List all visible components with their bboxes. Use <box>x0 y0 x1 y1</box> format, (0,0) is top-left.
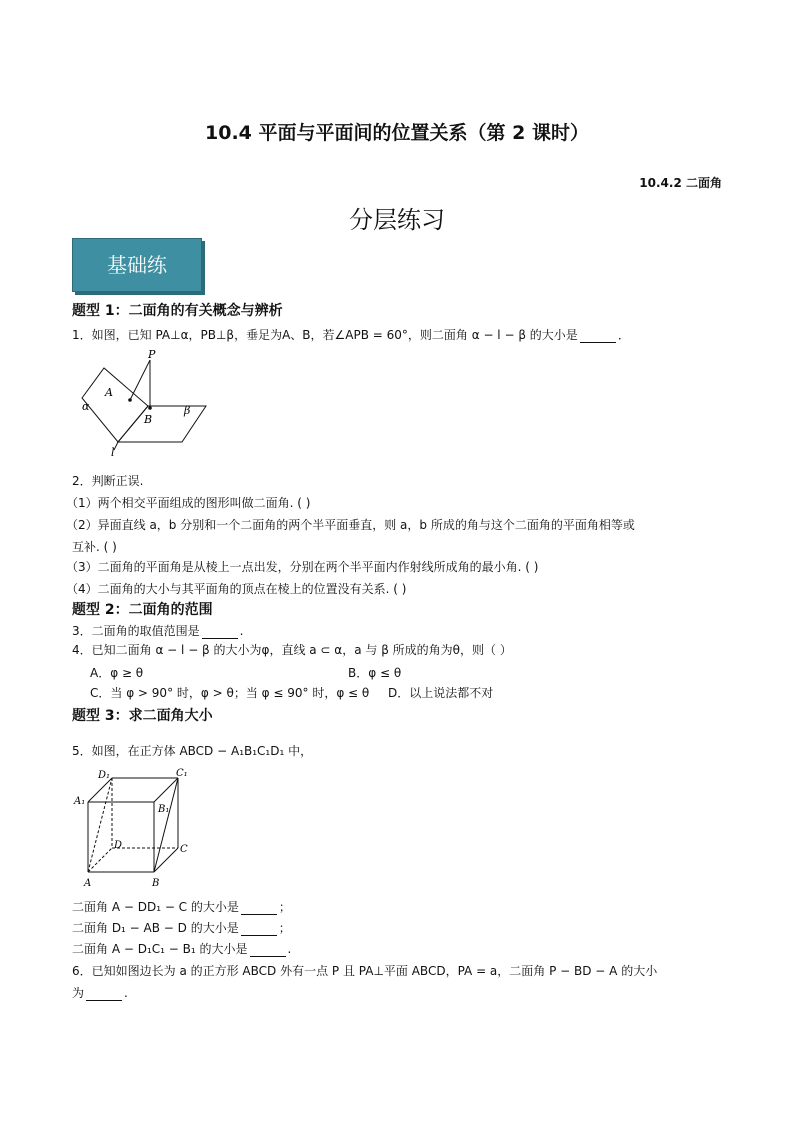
section-heading-3: 题型 3：求二面角大小 <box>72 708 213 724</box>
question-2-item-1: （1）两个相交平面组成的图形叫做二面角. ( ) <box>66 496 311 510</box>
label-a: A <box>105 386 113 399</box>
level-badge <box>72 238 202 292</box>
option-d: D．以上说法都不对 <box>388 686 494 700</box>
label-p: P <box>148 348 156 361</box>
question-2-item-2b: 互补. ( ) <box>72 540 117 554</box>
answer-blank <box>202 626 238 639</box>
label-d: D <box>114 840 123 851</box>
diagonal-bc1 <box>154 778 178 872</box>
diagonal-ad1 <box>88 778 112 872</box>
label-beta: β <box>184 404 191 417</box>
edge-bc <box>154 848 178 872</box>
edge-ad <box>88 848 112 872</box>
question-2-head: 2．判断正误. <box>72 474 144 488</box>
question-1-text: 1．如图，已知 PA⊥α，PB⊥β，垂足为A、B，若∠APB = 60°，则二面角 α − l − β 的大小是 <box>72 328 578 342</box>
edge-l <box>114 442 118 450</box>
question-5: 5．如图，在正方体 ABCD − A₁B₁C₁D₁ 中， <box>72 744 313 758</box>
question-4: 4．已知二面角 α − l − β 的大小为φ，直线 a ⊂ α，a 与 β 所成的角为θ，则（ ） <box>72 643 512 657</box>
label-a: A <box>84 878 92 889</box>
label-c: C <box>180 844 188 855</box>
plane-beta <box>118 406 206 442</box>
label-a1: A₁ <box>74 796 86 807</box>
question-3: 3．二面角的取值范围是 . <box>72 624 244 638</box>
question-2-item-3: （3）二面角的平面角是从棱上一点出发，分别在两个半平面内作射线所成角的最小角. ( ) <box>66 560 539 574</box>
question-5b: 二面角 D₁ − AB − D 的大小是 ； <box>72 921 291 935</box>
question-6-cont: 为 . <box>72 986 128 1000</box>
question-5c: 二面角 A − D₁C₁ − B₁ 的大小是 . <box>72 942 292 956</box>
answer-blank <box>250 944 286 957</box>
answer-blank <box>580 330 616 343</box>
level-badge-label: 基础练 <box>107 253 167 277</box>
label-c1: C₁ <box>176 768 188 779</box>
page-title: 10.4 平面与平面间的位置关系（第 2 课时） <box>205 122 589 144</box>
section-heading-1: 题型 1：二面角的有关概念与辨析 <box>72 303 283 319</box>
point-b <box>148 406 152 410</box>
option-b: B．φ ≤ θ <box>348 666 402 680</box>
cube-figure <box>72 766 196 892</box>
question-2-item-2: （2）异面直线 a，b 分别和一个二面角的两个半平面垂直，则 a，b 所成的角与这个二面角的平面角相等或 <box>66 518 635 532</box>
section-heading-2: 题型 2：二面角的范围 <box>72 602 213 618</box>
segment-pa <box>130 360 150 400</box>
plane-alpha <box>82 368 148 442</box>
question-2-item-4: （4）二面角的大小与其平面角的顶点在棱上的位置没有关系. ( ) <box>66 582 407 596</box>
question-6: 6．已知如图边长为 a 的正方形 ABCD 外有一点 P 且 PA⊥平面 ABCD，PA = a，二面角 P − BD − A 的大小 <box>72 964 658 978</box>
point-a <box>128 398 132 402</box>
label-b: B <box>144 413 153 426</box>
label-b1: B₁ <box>158 804 170 815</box>
section-subtitle: 10.4.2 二面角 <box>639 176 722 190</box>
label-d1: D₁ <box>98 770 111 781</box>
label-alpha: α <box>82 400 90 413</box>
answer-blank <box>241 902 277 915</box>
main-heading: 分层练习 <box>349 206 445 234</box>
dihedral-figure <box>72 348 212 458</box>
option-a: A．φ ≥ θ <box>90 666 144 680</box>
label-l: l <box>111 446 115 458</box>
edge-a1d1 <box>88 778 112 802</box>
question-5a: 二面角 A − DD₁ − C 的大小是 ； <box>72 900 291 914</box>
answer-blank <box>241 923 277 936</box>
label-b: B <box>152 878 160 889</box>
question-1: 1．如图，已知 PA⊥α，PB⊥β，垂足为A、B，若∠APB = 60°，则二面角 α − l − β 的大小是 ． <box>72 328 630 342</box>
answer-blank <box>86 988 122 1001</box>
edge-b1c1 <box>154 778 178 802</box>
option-c: C．当 φ > 90° 时，φ > θ；当 φ ≤ 90° 时，φ ≤ θ <box>90 686 370 700</box>
